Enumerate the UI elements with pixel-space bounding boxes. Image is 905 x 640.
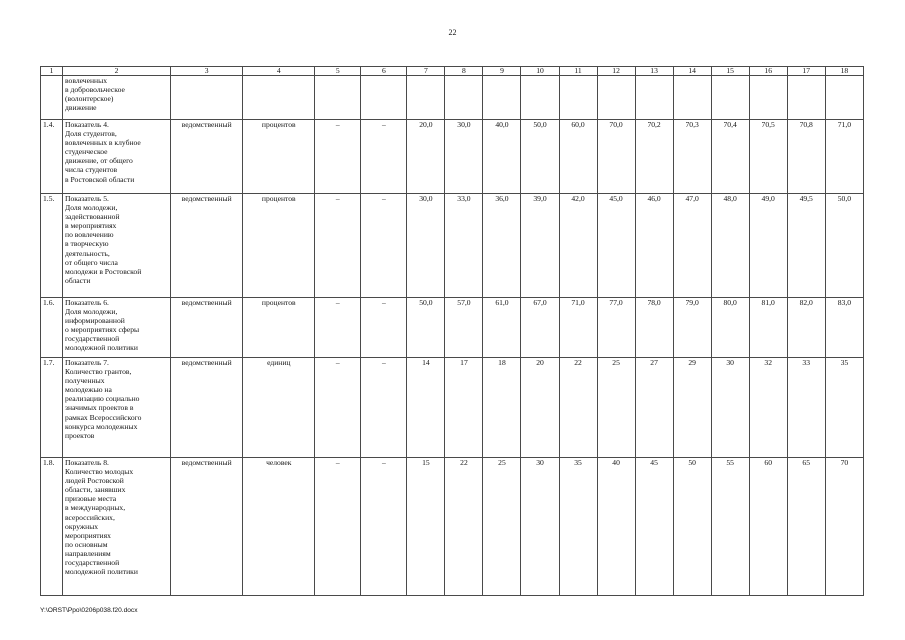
column-header-4: 4 [243,67,315,76]
unit-of-measure: процентов [243,120,315,194]
year-value: 30,0 [445,120,483,194]
column-header-9: 9 [483,67,521,76]
column-6-value: – [361,358,407,458]
page-number: 22 [448,28,457,37]
year-value: 49,0 [749,194,787,298]
year-value: 42,0 [559,194,597,298]
column-header-7: 7 [407,67,445,76]
header-row [41,67,864,76]
column-5-value: – [315,298,361,358]
column-6-value: – [361,194,407,298]
year-value: 70,4 [711,120,749,194]
unit-of-measure: единиц [243,358,315,458]
year-value: 47,0 [673,194,711,298]
year-value: 39,0 [521,194,559,298]
indicator-type: ведомственный [171,194,243,298]
year-value: 14 [407,358,445,458]
year-value: 25 [597,358,635,458]
indicators-table [40,66,864,596]
year-value: 77,0 [597,298,635,358]
column-header-6: 6 [361,67,407,76]
year-value: 36,0 [483,194,521,298]
year-value: 30,0 [407,194,445,298]
year-value: 27 [635,358,673,458]
year-value: 33 [787,358,825,458]
year-value [597,76,635,120]
column-header-3: 3 [171,67,243,76]
indicator-name: Показатель 8. Количество молодых людей Ростовской области, занявших призовые места в международных, всероссийских, окружных мероприятиях по основным направлениям государственной молодежной политики [63,458,171,596]
table-row [41,458,864,596]
file-path-footer: Y:\ORST\Ppo\0206p038.f20.docx [40,607,138,614]
unit-of-measure: процентов [243,298,315,358]
unit-of-measure [243,76,315,120]
year-value: 80,0 [711,298,749,358]
column-header-14: 14 [673,67,711,76]
year-value: 30 [521,458,559,596]
year-value: 30 [711,358,749,458]
column-header-8: 8 [445,67,483,76]
year-value: 50,0 [407,298,445,358]
year-value [673,76,711,120]
column-5-value: – [315,194,361,298]
column-5-value: – [315,358,361,458]
year-value: 55 [711,458,749,596]
row-index [41,76,63,120]
year-value: 70 [825,458,863,596]
year-value: 70,2 [635,120,673,194]
year-value: 78,0 [635,298,673,358]
year-value: 57,0 [445,298,483,358]
table-row [41,358,864,458]
year-value: 18 [483,358,521,458]
year-value [521,76,559,120]
year-value: 50,0 [521,120,559,194]
column-header-1: 1 [41,67,63,76]
indicator-type: ведомственный [171,120,243,194]
indicator-name: вовлеченных в добровольческое (волонтерское) движение [63,76,171,120]
column-header-13: 13 [635,67,673,76]
year-value: 70,8 [787,120,825,194]
column-header-10: 10 [521,67,559,76]
year-value [711,76,749,120]
year-value [483,76,521,120]
year-value: 15 [407,458,445,596]
column-6-value: – [361,298,407,358]
year-value [787,76,825,120]
row-index: 1.5. [41,194,63,298]
indicator-type [171,76,243,120]
indicator-name: Показатель 6. Доля молодежи, информированной о мероприятиях сферы государственной молодежной политики [63,298,171,358]
column-5-value [315,76,361,120]
year-value: 50 [673,458,711,596]
year-value: 70,3 [673,120,711,194]
year-value: 71,0 [559,298,597,358]
indicator-type: ведомственный [171,358,243,458]
year-value: 67,0 [521,298,559,358]
column-header-16: 16 [749,67,787,76]
year-value: 50,0 [825,194,863,298]
column-header-17: 17 [787,67,825,76]
indicator-type: ведомственный [171,298,243,358]
table-row [41,76,864,120]
year-value: 35 [825,358,863,458]
year-value: 65 [787,458,825,596]
year-value: 40,0 [483,120,521,194]
column-header-15: 15 [711,67,749,76]
column-5-value: – [315,458,361,596]
year-value [407,76,445,120]
column-header-11: 11 [559,67,597,76]
year-value: 46,0 [635,194,673,298]
year-value: 29 [673,358,711,458]
year-value: 17 [445,358,483,458]
indicator-name: Показатель 4. Доля студентов, вовлеченных в клубное студенческое движение, от общего числа студентов в Ростовской области [63,120,171,194]
year-value: 22 [445,458,483,596]
year-value: 60,0 [559,120,597,194]
column-6-value: – [361,458,407,596]
unit-of-measure: процентов [243,194,315,298]
column-header-12: 12 [597,67,635,76]
year-value: 81,0 [749,298,787,358]
indicator-name: Показатель 7. Количество грантов, полученных молодежью на реализацию социально значимых проектов в рамках Всероссийского конкурса молодежных проектов [63,358,171,458]
indicator-type: ведомственный [171,458,243,596]
year-value [445,76,483,120]
row-index: 1.4. [41,120,63,194]
year-value: 48,0 [711,194,749,298]
table-row [41,194,864,298]
year-value: 40 [597,458,635,596]
column-header-5: 5 [315,67,361,76]
year-value: 32 [749,358,787,458]
row-index: 1.6. [41,298,63,358]
year-value: 45 [635,458,673,596]
year-value: 49,5 [787,194,825,298]
year-value: 60 [749,458,787,596]
year-value: 61,0 [483,298,521,358]
column-header-18: 18 [825,67,863,76]
column-header-2: 2 [63,67,171,76]
unit-of-measure: человек [243,458,315,596]
year-value: 45,0 [597,194,635,298]
table-row [41,298,864,358]
row-index: 1.8. [41,458,63,596]
column-5-value: – [315,120,361,194]
year-value: 83,0 [825,298,863,358]
year-value [635,76,673,120]
indicator-name: Показатель 5. Доля молодежи, задействованной в мероприятиях по вовлечению в творческую деятельность, от общего числа молодежи в Ростовской области [63,194,171,298]
year-value: 20,0 [407,120,445,194]
year-value [825,76,863,120]
year-value: 70,5 [749,120,787,194]
year-value: 71,0 [825,120,863,194]
column-6-value [361,76,407,120]
table-row [41,120,864,194]
year-value: 35 [559,458,597,596]
column-6-value: – [361,120,407,194]
row-index: 1.7. [41,358,63,458]
year-value: 82,0 [787,298,825,358]
year-value: 79,0 [673,298,711,358]
year-value: 33,0 [445,194,483,298]
year-value [559,76,597,120]
year-value: 20 [521,358,559,458]
year-value: 70,0 [597,120,635,194]
year-value [749,76,787,120]
year-value: 25 [483,458,521,596]
year-value: 22 [559,358,597,458]
